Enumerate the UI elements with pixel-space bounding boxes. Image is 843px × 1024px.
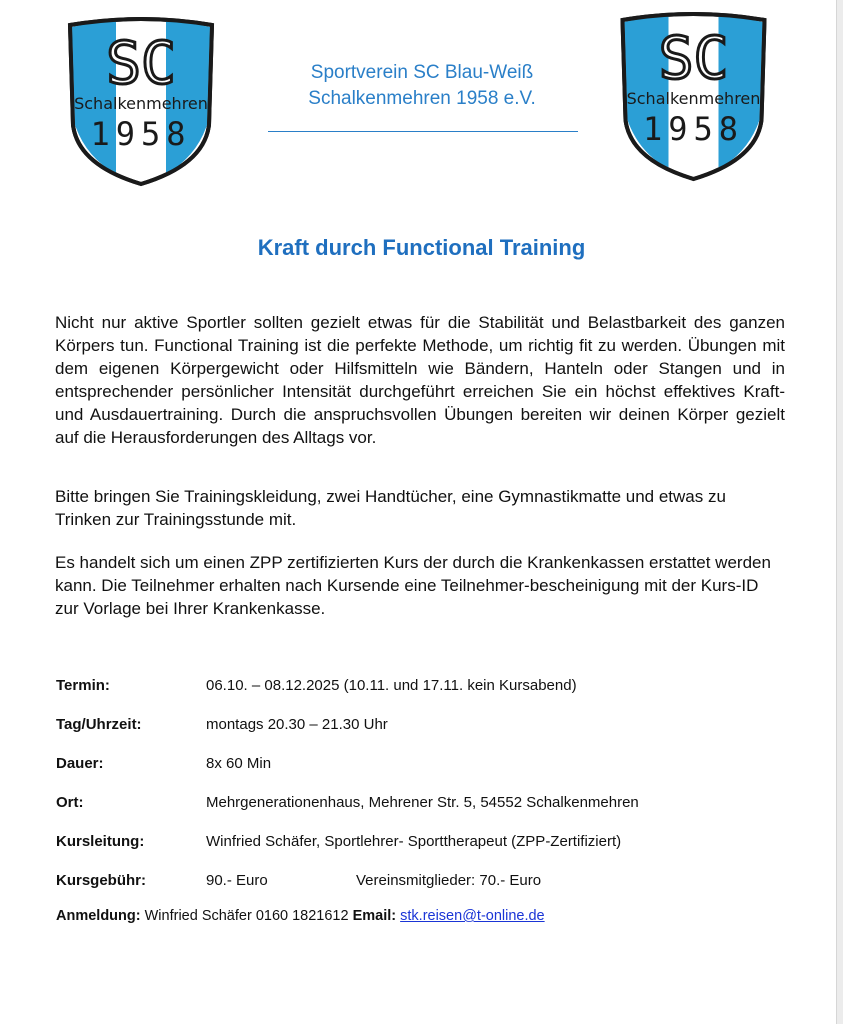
registration-line <box>56 908 545 924</box>
club-name <box>262 60 582 112</box>
bring-paragraph: Bitte bringen Sie Trainingskleidung, zwei Handtücher, eine Gymnastikmatte und etwas zu Trinken zur Trainingsstunde mit. <box>55 487 726 529</box>
detail-value: 8x 60 Min <box>206 755 272 772</box>
detail-value: Mehrgenerationenhaus, Mehrener Str. 5, 54552 Schalkenmehren <box>206 794 639 811</box>
registration-label: Anmeldung: <box>56 908 141 924</box>
page-edge <box>836 0 837 1024</box>
email-label: Email: <box>352 908 397 924</box>
detail-value: Winfried Schäfer, Sportlehrer- Sporttherapeut (ZPP-Zertifiziert) <box>206 833 622 850</box>
header-divider <box>268 131 578 132</box>
detail-label: Kursgebühr: <box>56 872 146 889</box>
zpp-paragraph: Es handelt sich um einen ZPP zertifizierten Kurs der durch die Krankenkassen erstattet werden kann. Die Teilnehmer erhalten nach Kursende eine Teilnehmer-bescheinigung mit der Kurs-ID zur Vorlage bei Ihrer Krankenkasse. <box>55 553 771 618</box>
logo-town: Schalkenmehren <box>74 94 208 113</box>
detail-label: Kursleitung: <box>56 833 145 850</box>
detail-value: 06.10. – 08.12.2025 (10.11. und 17.11. kein Kursabend) <box>206 677 577 694</box>
detail-label: Tag/Uhrzeit: <box>56 716 142 733</box>
club-name-line2: Schalkenmehren 1958 e.V. <box>308 88 536 109</box>
member-fee: Vereinsmitglieder: 70.- Euro <box>356 872 542 889</box>
detail-label: Termin: <box>56 677 110 694</box>
detail-label: Dauer: <box>56 755 104 772</box>
club-logo-right <box>615 12 772 182</box>
registration-contact: Winfried Schäfer 0160 1821612 <box>144 908 349 924</box>
club-crest-icon <box>62 17 220 187</box>
club-logo-left <box>62 17 220 187</box>
email-link[interactable]: stk.reisen@t-online.de <box>400 908 545 924</box>
logo-town: Schalkenmehren <box>626 89 761 108</box>
club-crest-icon <box>615 12 772 182</box>
logo-initials: SC <box>106 29 176 97</box>
logo-initials: SC <box>658 24 729 92</box>
logo-year: 1958 <box>90 115 192 153</box>
detail-value: montags 20.30 – 21.30 Uhr <box>206 716 388 733</box>
logo-year: 1958 <box>642 110 745 148</box>
course-title: Kraft durch Functional Training <box>257 235 586 260</box>
detail-value: 90.- Euro <box>206 872 268 889</box>
detail-label: Ort: <box>56 794 84 811</box>
intro-paragraph: Nicht nur aktive Sportler sollten gezielt etwas für die Stabilität und Belastbarkeit des ganzen Körpers tun. Functional Training ist die perfekte Methode, um richtig fit zu werden. Übungen mit dem eigenen Körpergewicht oder Hilfsmitteln wie Bändern, Hanteln oder Stangen und in entsprechender persönlicher Intensität durchgeführt erreichen Sie ein höchst effektives Kraft- und Ausdauertraining. Durch die anspruchsvollen Übungen bereiten wir deinen Körper gezielt auf die Herausforderungen des Alltags vor. <box>55 313 785 447</box>
club-name-line1: Sportverein SC Blau-Weiß <box>310 62 534 83</box>
